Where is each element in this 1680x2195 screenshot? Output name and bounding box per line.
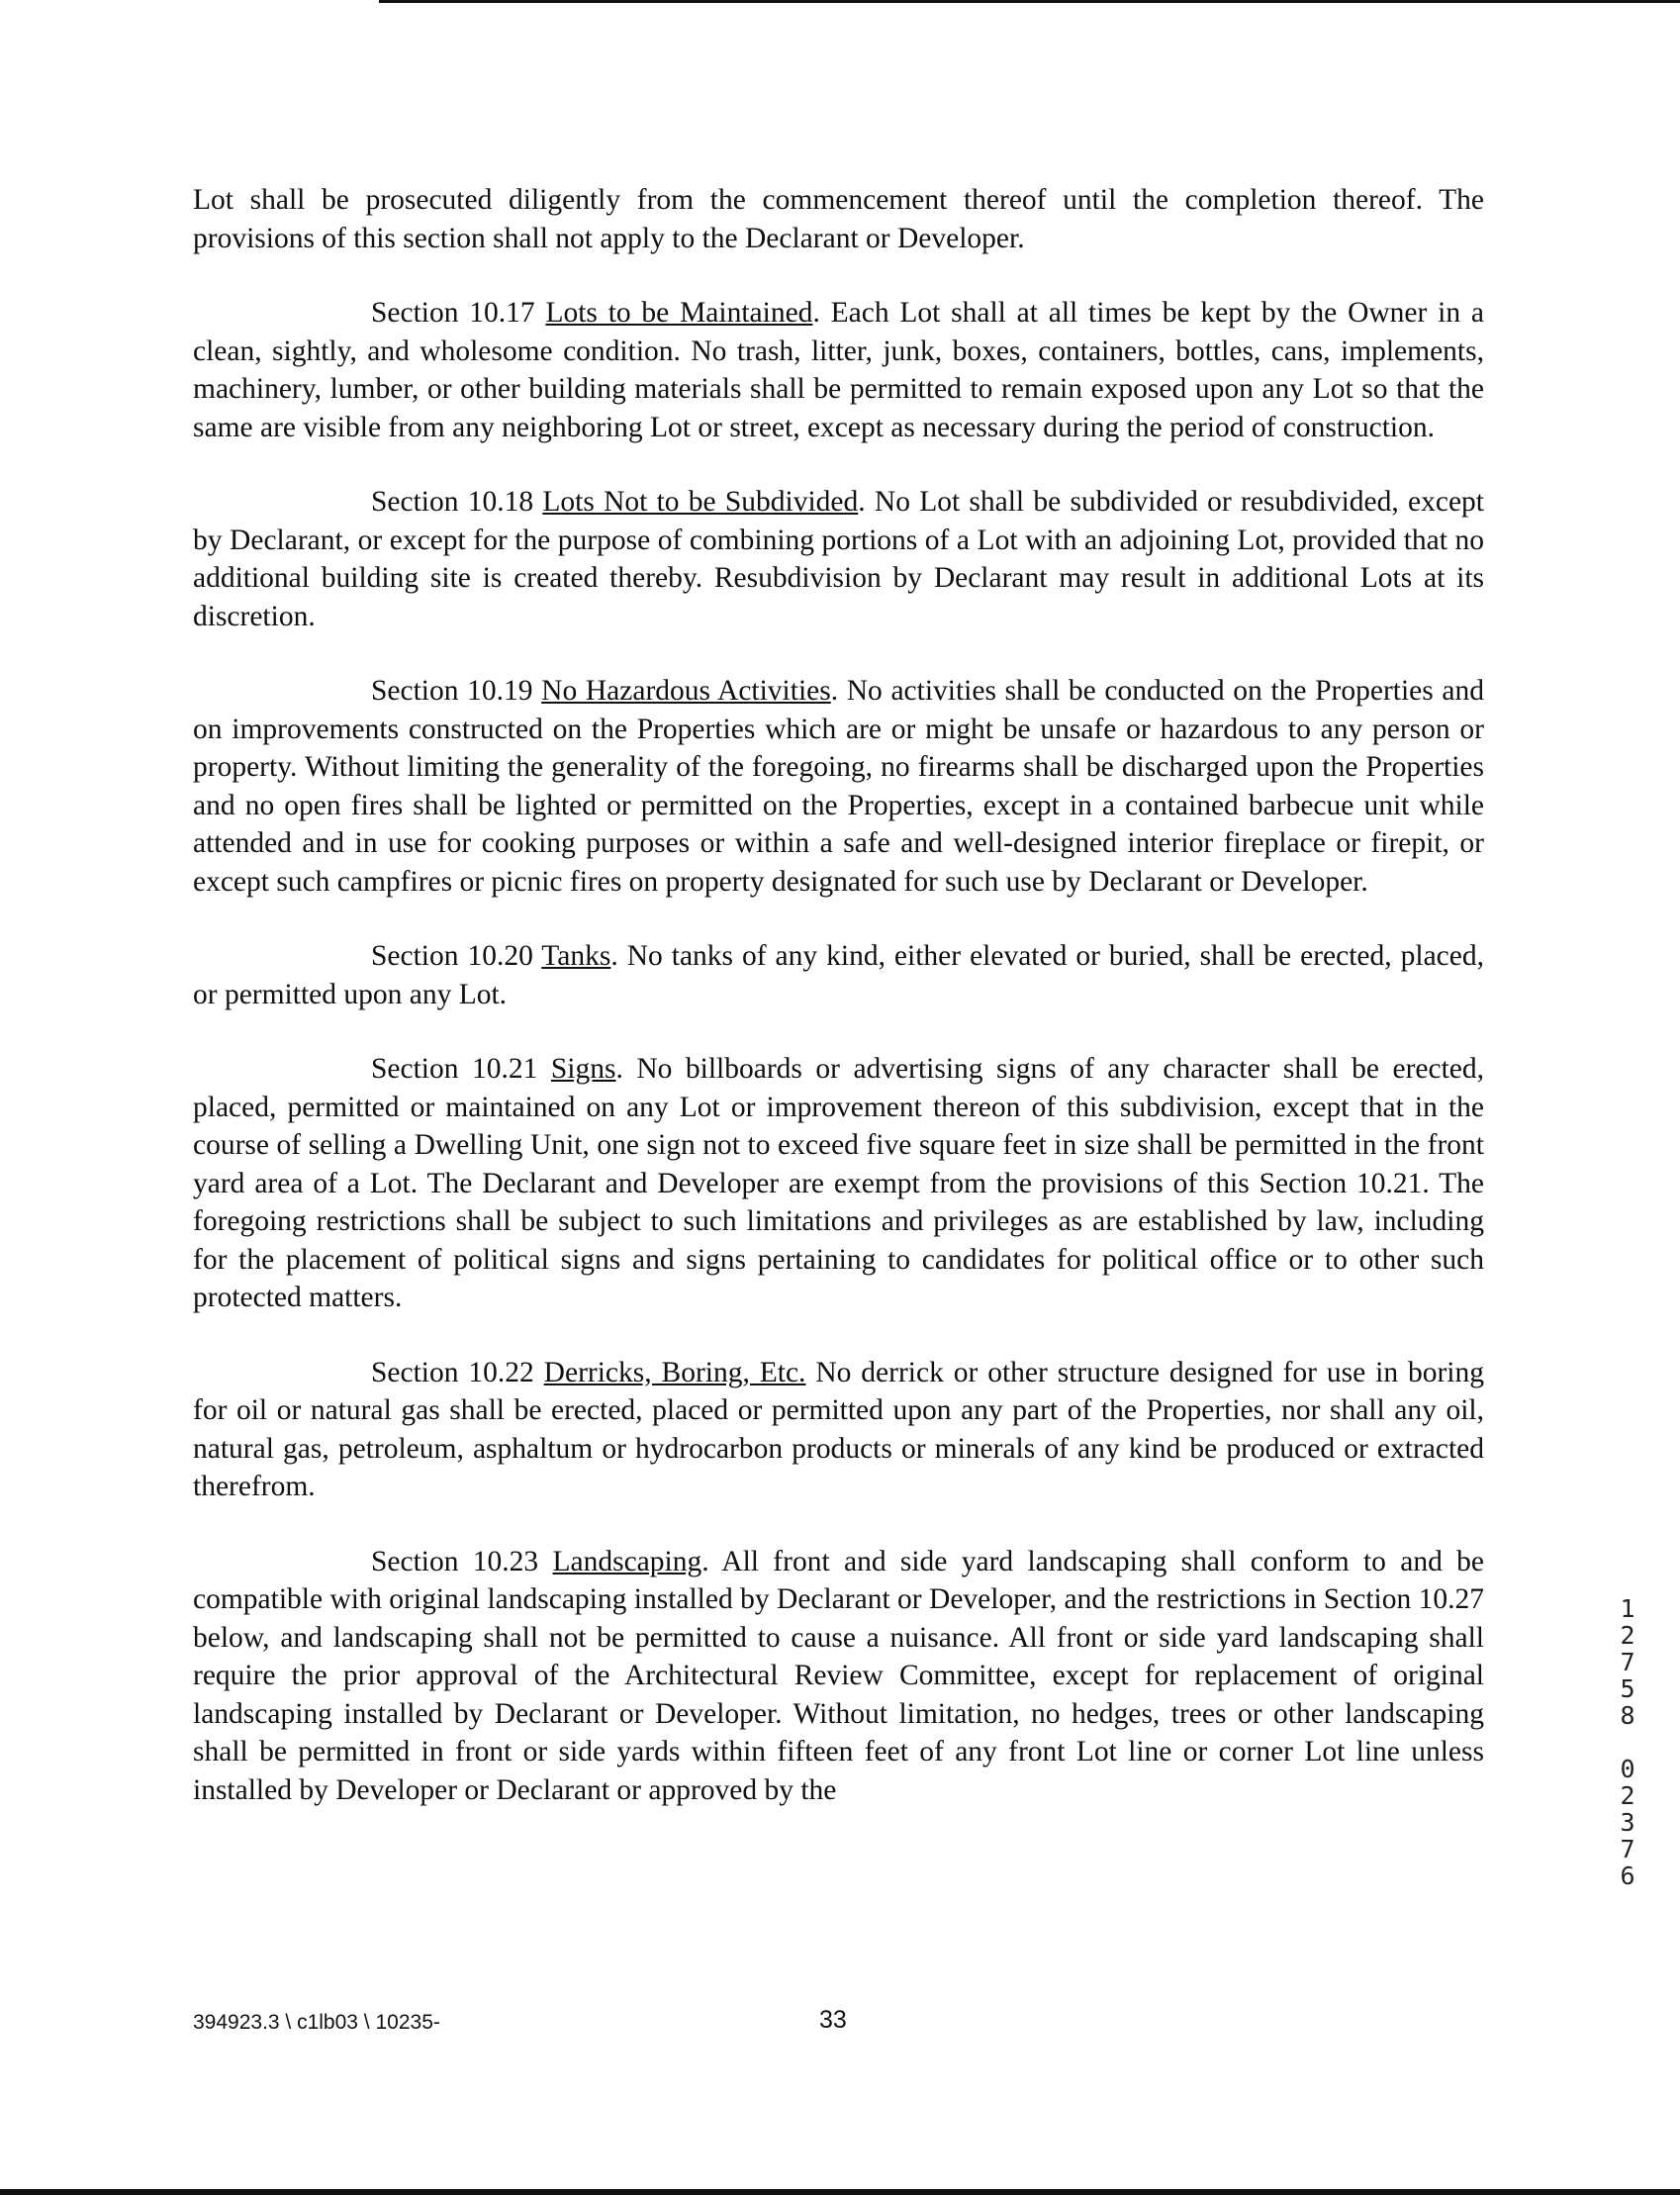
recording-stamp (1613, 1595, 1642, 1889)
section-10-20 (193, 937, 1484, 1013)
section-number: Section 10.19 (371, 675, 542, 707)
section-10-19 (193, 672, 1484, 901)
section-text: No derrick or other structure designed for use in boring for oil or natural gas shall be erected, placed or permitted upon any part of the Properties, nor shall any oil, natural gas, petroleum, asphaltum or hydrocarbon products or minerals of any kind be produced or extracted therefrom. (193, 1356, 1484, 1502)
document-body (193, 181, 1484, 1846)
section-text: . No billboards or advertising signs of any character shall be erected, placed, permitted or maintained on any Lot or improvement thereon of this subdivision, except that in the course of selling a Dwelling Unit, one sign not to exceed five square feet in size shall be permitted in the front yard area of a Lot. The Declarant and Developer are exempt from the provisions of this Section 10.21. The foregoing restrictions shall be subject to such limitations and privileges as are established by law, including for the placement of political signs and signs pertaining to candidates for political office or to other such protected matters. (193, 1053, 1484, 1313)
section-heading: Signs (550, 1053, 616, 1085)
section-10-17 (193, 294, 1484, 446)
section-10-23 (193, 1543, 1484, 1810)
section-number: Section 10.18 (371, 486, 543, 518)
section-10-21 (193, 1050, 1484, 1317)
section-number: Section 10.21 (371, 1053, 551, 1085)
top-border-line (379, 0, 1680, 3)
section-number: Section 10.22 (371, 1356, 544, 1388)
section-heading: Derricks, Boring, Etc. (543, 1356, 806, 1388)
section-10-18 (193, 483, 1484, 635)
section-text: . No Lot shall be subdivided or resubdivided, except by Declarant, or except for the purpose of combining portions of a Lot with an adjoining Lot, provided that no additional building site is created thereby. Resubdivision by Declarant may result in additional Lots at its discretion. (193, 486, 1484, 632)
section-number: Section 10.23 (371, 1545, 553, 1577)
section-number: Section 10.17 (371, 297, 546, 329)
paragraph-continuation (193, 181, 1484, 257)
section-heading: Tanks (541, 940, 611, 972)
section-heading: Lots to be Maintained (545, 297, 813, 329)
section-heading: Lots Not to be Subdivided (542, 486, 859, 518)
section-text: . No activities shall be conducted on the Properties and on improvements constructed on the Properties which are or might be unsafe or hazardous to any person or property. Without limiting the generality of the foregoing, no firearms shall be discharged upon the Properties and no open fires shall be lighted or permitted on the Properties, except in a contained barbecue unit while attended and in use for cooking purposes or within a safe and well-designed interior fireplace or firepit, or except such campfires or picnic fires on property designated for such use by Declarant or Developer. (193, 675, 1484, 898)
section-heading: No Hazardous Activities (541, 675, 831, 707)
section-text: . All front and side yard landscaping shall conform to and be compatible with original landscaping installed by Declarant or Developer, and the restrictions in Section 10.27 below, and landscaping shall not be permitted to cause a nuisance. All front or side yard landscaping shall require the prior approval of the Architectural Review Committee, except for replacement of original landscaping installed by Declarant or Developer. Without limitation, no hedges, trees or other landscaping shall be permitted in front or side yards within fifteen feet of any front Lot line or corner Lot line unless installed by Developer or Declarant or approved by the (193, 1545, 1484, 1806)
stamp-group: 12758 (1620, 1594, 1635, 1730)
section-heading: Landscaping (552, 1545, 702, 1577)
page-number: 33 (819, 2006, 847, 2034)
section-text: . Each Lot shall at all times be kept by the Owner in a clean, sightly, and wholesome condition. No trash, litter, junk, boxes, containers, bottles, cans, implements, machinery, lumber, or other building materials shall be permitted to remain exposed upon any Lot so that the same are visible from any neighboring Lot or street, except as necessary during the period of construction. (193, 297, 1484, 443)
document-id: 394923.3 \ c1lb03 \ 10235- (193, 2011, 440, 2034)
stamp-gap (1613, 1729, 1642, 1756)
stamp-group: 02376 (1620, 1755, 1635, 1890)
bottom-border-line (0, 2189, 1680, 2195)
section-text: . No tanks of any kind, either elevated or buried, shall be erected, placed, or permitted upon any Lot. (193, 940, 1484, 1010)
section-number: Section 10.20 (371, 940, 542, 972)
paragraph-text: Lot shall be prosecuted diligently from the commencement thereof until the completion thereof. The provisions of this section shall not apply to the Declarant or Developer. (193, 184, 1484, 254)
section-10-22 (193, 1354, 1484, 1506)
